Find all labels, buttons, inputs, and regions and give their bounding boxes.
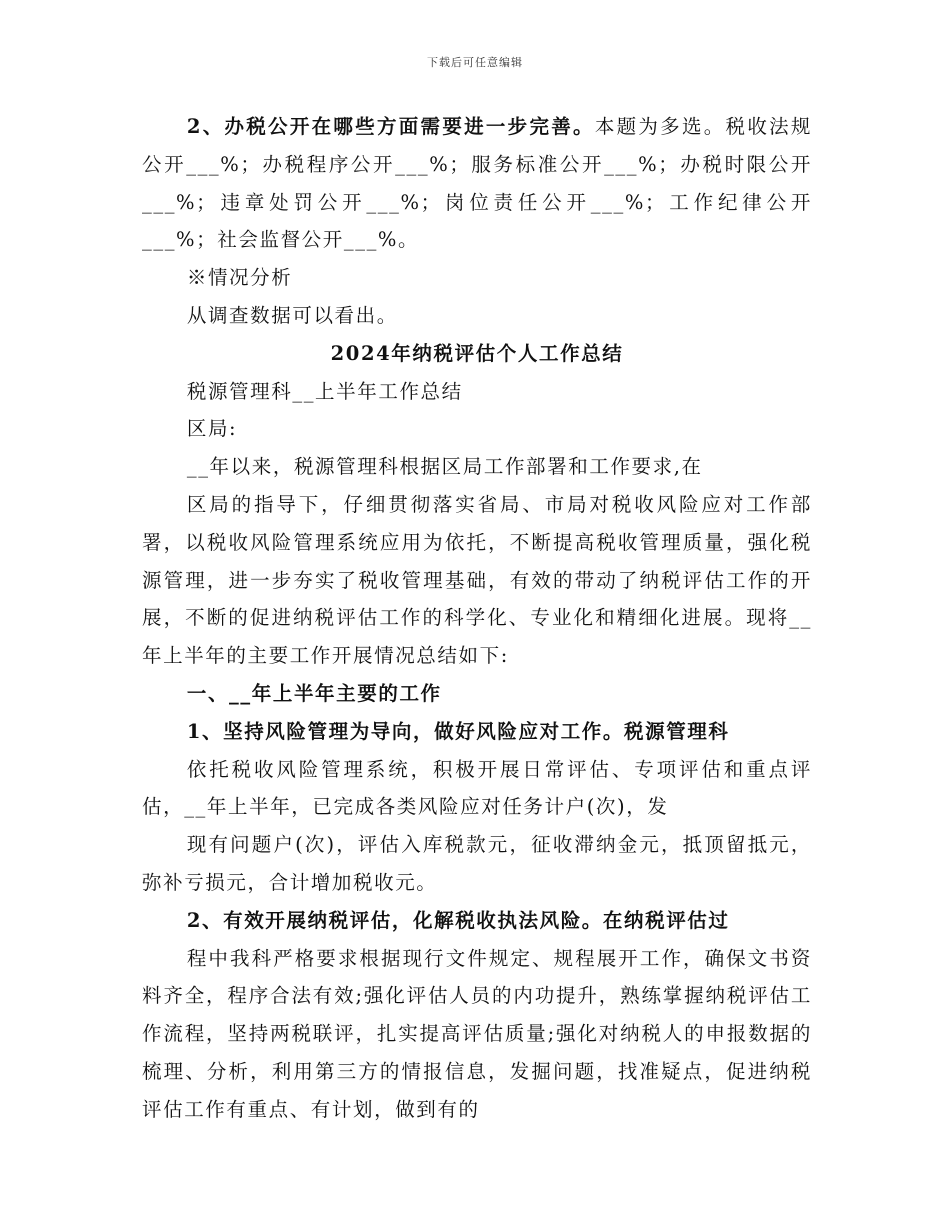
analysis-text: 从调查数据可以看出。 [186, 303, 398, 327]
header-note: 下载后可任意编辑 [427, 56, 523, 69]
item-2-body: 程中我科严格要求根据现行文件规定、规程展开工作，确保文书资料齐全，程序合法有效;强化评估人员的内功提升，熟练掌握纳税评估工作流程，坚持两税联评，扎实提高评估质量;强化对纳税人的申报数据的梳理、分析，利用第三方的情报信息，发掘问题，找准疑点，促进纳税评估工作有重点、有计划，做到有的 [142, 946, 812, 1121]
section-1-heading: 一、__年上半年主要的工作 [186, 681, 442, 705]
item-2-heading: 2、有效开展纳税评估，化解税收执法风险。在纳税评估过 [186, 908, 730, 932]
analysis-label: ※情况分析 [186, 266, 293, 290]
salutation: 区局: [186, 417, 238, 441]
item-1-heading: 1、坚持风险管理为导向，做好风险应对工作。税源管理科 [186, 719, 730, 743]
intro-line: __年以来，税源管理科根据区局工作部署和工作要求,在 [186, 455, 703, 479]
article-subtitle: 税源管理科__上半年工作总结 [186, 379, 463, 403]
document-body [142, 108, 812, 1129]
item-1-body-a: 依托税收风险管理系统，积极开展日常评估、专项评估和重点评估，__年上半年，已完成各类风险应对任务计户(次)，发 [142, 757, 812, 819]
item-1-body-b: 现有问题户(次)，评估入库税款元，征收滞纳金元，抵顶留抵元，弥补亏损元，合计增加税收元。 [142, 833, 812, 894]
article-title: 2024年纳税评估个人工作总结 [330, 341, 624, 365]
question-2-paragraph [142, 108, 812, 259]
question-2-heading: 2、办税公开在哪些方面需要进一步完善。 [186, 115, 595, 138]
question-2-text: 本题为多选。税收法规公开___%；办税程序公开___%；服务标准公开___%；办税时限公开___%；违章处罚公开___%；岗位责任公开___%；工作纪律公开___%；社会监督公开___%。 [142, 115, 812, 252]
intro-body: 区局的指导下，仔细贯彻落实省局、市局对税收风险应对工作部署，以税收风险管理系统应用为依托，不断提高税收管理质量，强化税源管理，进一步夯实了税收管理基础，有效的带动了纳税评估工作的开展，不断的促进纳税评估工作的科学化、专业化和精细化进展。现将__年上半年的主要工作开展情况总结如下: [142, 492, 812, 668]
